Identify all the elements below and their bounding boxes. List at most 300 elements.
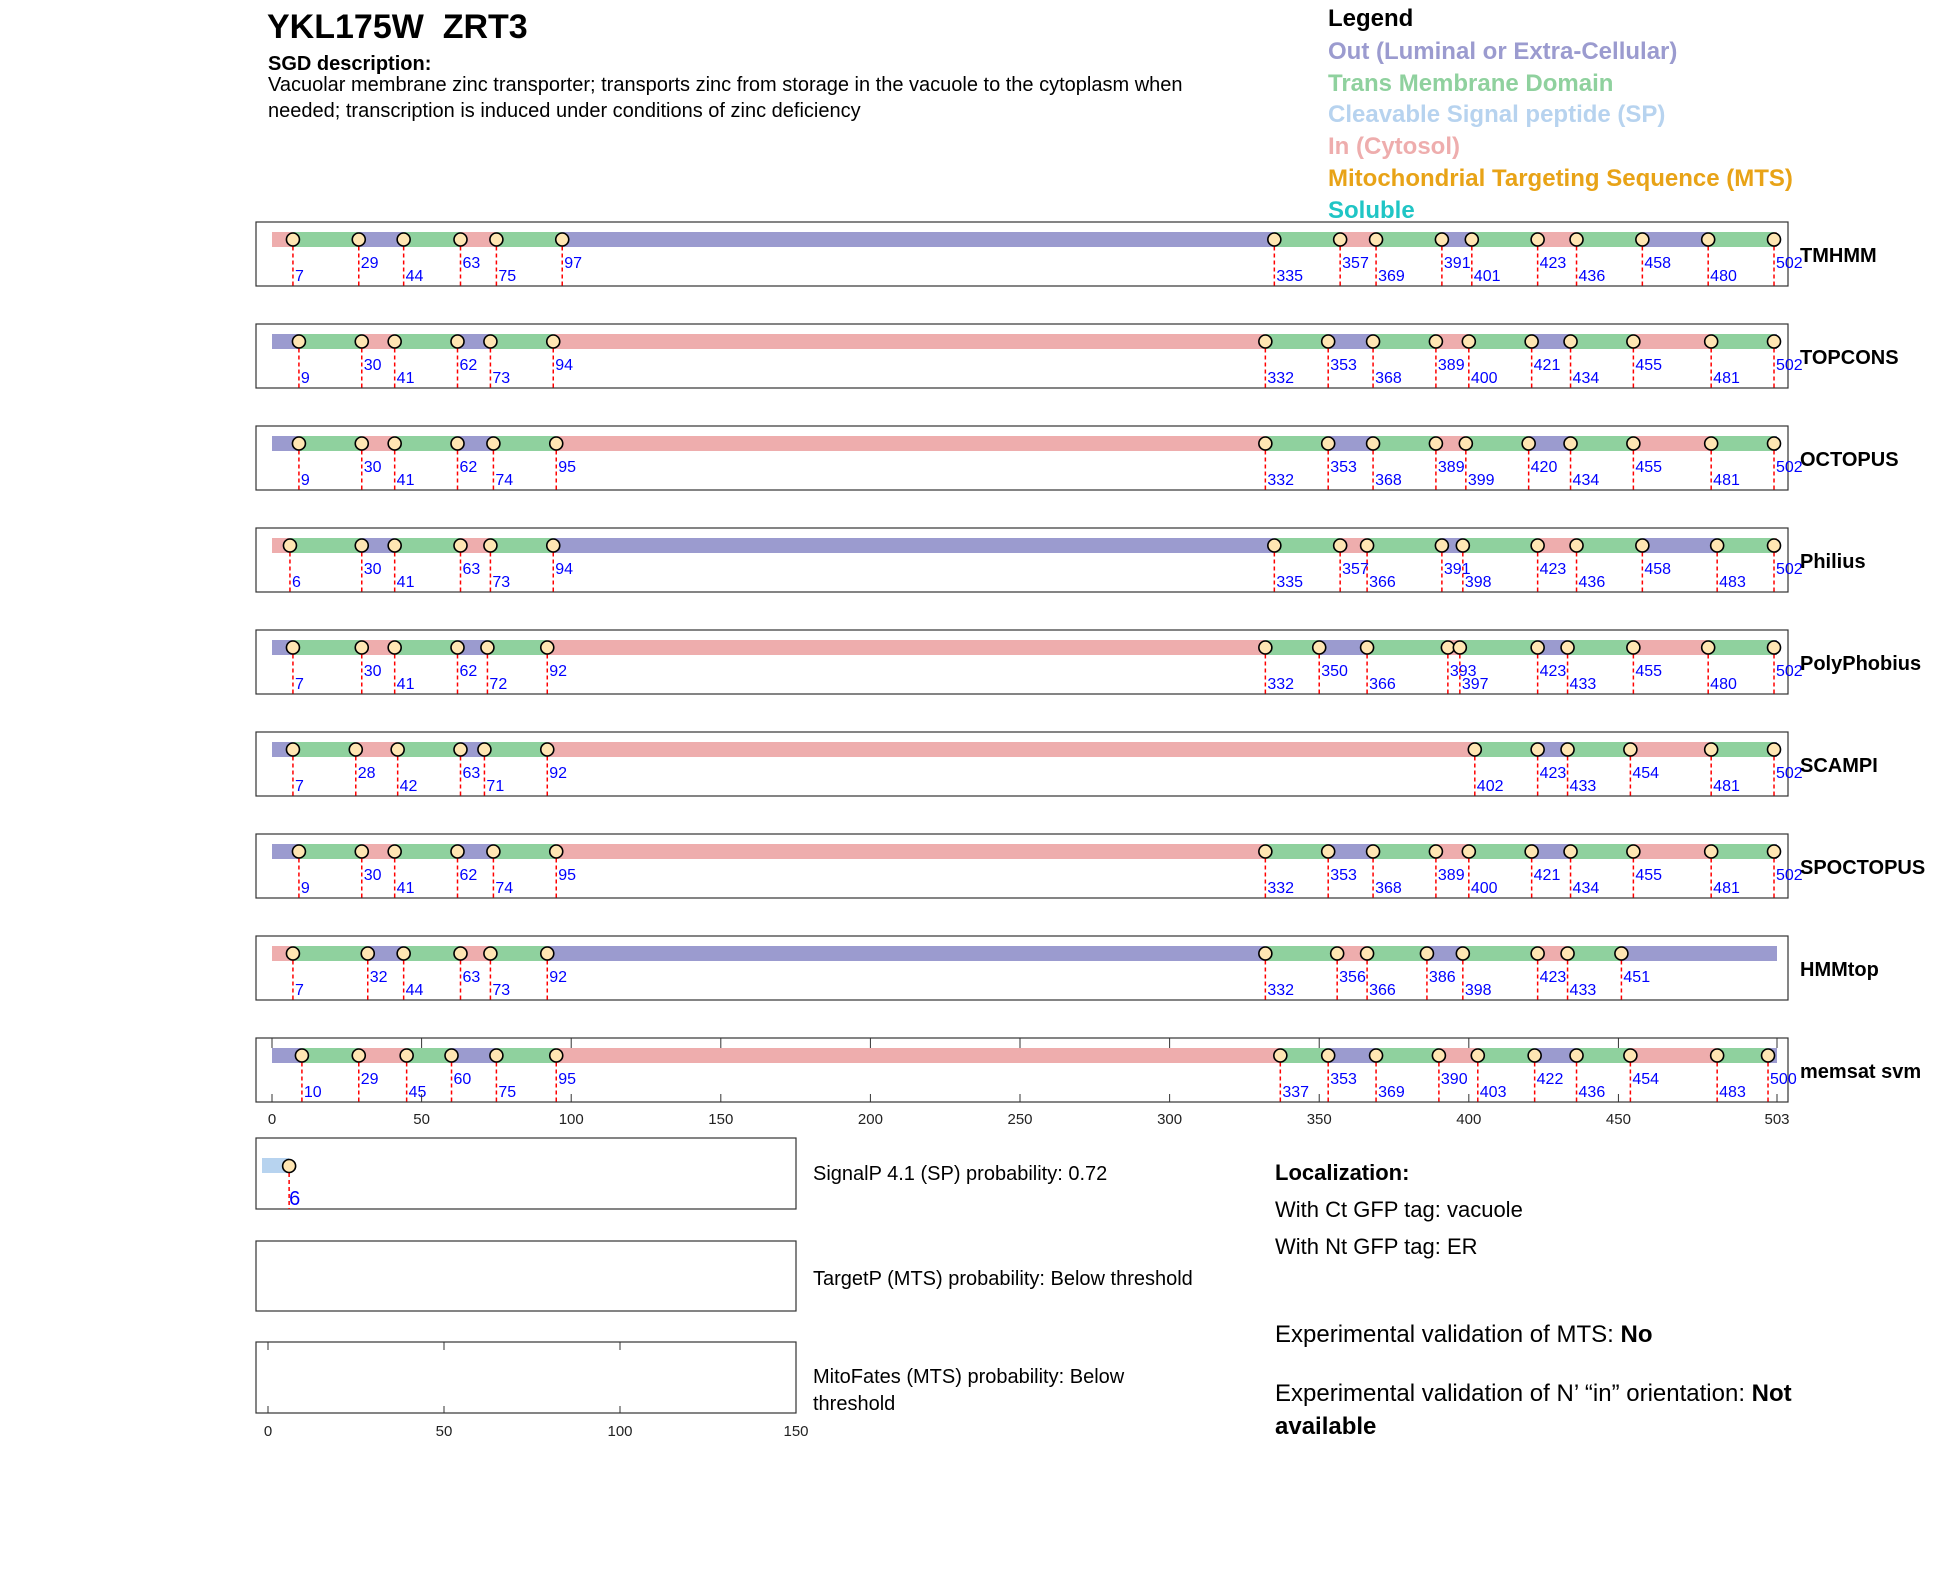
track-name: HMMtop xyxy=(1800,959,1879,981)
segment-tm xyxy=(395,844,458,859)
boundary-marker xyxy=(1334,539,1347,552)
boundary-label: 502 xyxy=(1776,561,1803,578)
boundary-label: 9 xyxy=(300,472,310,489)
segment-tm xyxy=(1478,1048,1535,1063)
boundary-marker xyxy=(1561,641,1574,654)
boundary-marker xyxy=(1768,335,1781,348)
boundary-label: 62 xyxy=(459,357,478,374)
track-spoctopus xyxy=(256,834,1925,898)
segment-in xyxy=(1633,640,1708,655)
segment-tm xyxy=(1571,844,1634,859)
boundary-marker xyxy=(1367,437,1380,450)
segment-tm xyxy=(490,946,547,961)
boundary-marker xyxy=(1624,1049,1637,1062)
segment-tm xyxy=(293,946,368,961)
boundary-marker xyxy=(1367,335,1380,348)
boundary-marker xyxy=(454,947,467,960)
small-x-tick-label: 150 xyxy=(783,1423,809,1440)
boundary-label: 74 xyxy=(495,880,514,897)
boundary-marker xyxy=(490,233,503,246)
boundary-label: 7 xyxy=(294,982,304,999)
segment-in xyxy=(547,640,1265,655)
boundary-marker xyxy=(547,539,560,552)
boundary-label: 95 xyxy=(558,459,577,476)
boundary-label: 92 xyxy=(549,765,568,782)
boundary-label: 368 xyxy=(1375,880,1402,897)
track-polyphobius xyxy=(256,630,1921,694)
boundary-label: 29 xyxy=(360,255,379,272)
boundary-marker xyxy=(1624,743,1637,756)
segment-tm xyxy=(290,538,362,553)
x-tick-label: 150 xyxy=(708,1111,734,1128)
boundary-marker xyxy=(1762,1049,1775,1062)
boundary-marker xyxy=(1259,335,1272,348)
track-frame xyxy=(256,834,1788,898)
segment-tm xyxy=(1717,1048,1768,1063)
boundary-label: 41 xyxy=(396,574,415,591)
segment-tm xyxy=(1469,844,1532,859)
boundary-marker xyxy=(1370,1049,1383,1062)
boundary-label: 386 xyxy=(1428,969,1456,986)
boundary-label: 433 xyxy=(1569,778,1597,795)
boundary-marker xyxy=(1468,743,1481,756)
segment-tm xyxy=(302,1048,359,1063)
boundary-label: 7 xyxy=(294,268,304,285)
boundary-marker xyxy=(1561,743,1574,756)
segment-tm xyxy=(1469,334,1532,349)
segment-tm xyxy=(1475,742,1538,757)
segment-tm xyxy=(1265,844,1328,859)
boundary-marker xyxy=(1564,335,1577,348)
boundary-marker xyxy=(1453,641,1466,654)
boundary-marker xyxy=(1615,947,1628,960)
boundary-label: 97 xyxy=(564,255,583,272)
boundary-label: 30 xyxy=(363,561,382,578)
boundary-label: 455 xyxy=(1635,663,1663,680)
segment-tm xyxy=(1265,946,1337,961)
boundary-marker xyxy=(1322,845,1335,858)
segment-tm xyxy=(1711,436,1774,451)
boundary-marker xyxy=(1432,1049,1445,1062)
segment-tm xyxy=(490,334,553,349)
segment-tm xyxy=(1568,742,1631,757)
boundary-marker xyxy=(1561,947,1574,960)
boundary-marker xyxy=(451,437,464,450)
segment-out xyxy=(547,946,1265,961)
boundary-marker xyxy=(1331,947,1344,960)
segment-out xyxy=(562,232,1274,247)
boundary-marker xyxy=(487,845,500,858)
boundary-label: 353 xyxy=(1330,357,1357,374)
segment-tm xyxy=(1367,538,1442,553)
boundary-label: 74 xyxy=(495,472,514,489)
boundary-label: 92 xyxy=(549,969,568,986)
boundary-label: 353 xyxy=(1330,459,1357,476)
localization-title: Localization: xyxy=(1275,1160,1410,1185)
boundary-label: 502 xyxy=(1776,663,1803,680)
boundary-label: 423 xyxy=(1539,255,1567,272)
boundary-label: 423 xyxy=(1539,663,1567,680)
boundary-label: 391 xyxy=(1443,255,1471,272)
boundary-marker xyxy=(1705,437,1718,450)
segment-tm xyxy=(398,742,461,757)
boundary-marker xyxy=(1531,641,1544,654)
boundary-label: 423 xyxy=(1539,969,1567,986)
boundary-marker xyxy=(1522,437,1535,450)
segment-tm xyxy=(395,640,458,655)
sgd-description-label: SGD description: xyxy=(268,53,432,75)
boundary-marker xyxy=(490,1049,503,1062)
boundary-label: 368 xyxy=(1375,472,1402,489)
boundary-label: 9 xyxy=(300,370,310,387)
signalp-marks xyxy=(262,1158,300,1210)
boundary-marker xyxy=(1705,845,1718,858)
boundary-marker xyxy=(349,743,362,756)
mitofates-label-line-2: threshold xyxy=(813,1393,896,1415)
boundary-label: 62 xyxy=(459,867,478,884)
boundary-marker xyxy=(1459,437,1472,450)
boundary-marker xyxy=(1361,539,1374,552)
boundary-marker xyxy=(352,1049,365,1062)
boundary-marker xyxy=(1768,437,1781,450)
boundary-label: 434 xyxy=(1572,472,1600,489)
boundary-marker xyxy=(1711,1049,1724,1062)
x-tick-label: 400 xyxy=(1456,1111,1482,1128)
boundary-marker xyxy=(283,539,296,552)
boundary-marker xyxy=(286,233,299,246)
boundary-label: 63 xyxy=(462,969,481,986)
segment-tm xyxy=(1717,538,1774,553)
signalp-panel xyxy=(256,1138,796,1209)
segment-tm xyxy=(1376,232,1442,247)
boundary-marker xyxy=(1361,947,1374,960)
small-x-tick-label: 50 xyxy=(435,1423,453,1440)
localization-block xyxy=(1275,1160,1792,1440)
orientation-validation-value-1: Not xyxy=(1751,1380,1792,1407)
legend xyxy=(1328,5,1793,224)
boundary-label: 454 xyxy=(1632,1071,1660,1088)
boundary-marker xyxy=(1564,845,1577,858)
boundary-marker xyxy=(1768,641,1781,654)
boundary-marker xyxy=(400,1049,413,1062)
boundary-marker xyxy=(1274,1049,1287,1062)
segment-in xyxy=(556,1048,1280,1063)
boundary-label: 455 xyxy=(1635,867,1663,884)
boundary-label: 94 xyxy=(555,561,574,578)
boundary-label: 403 xyxy=(1479,1084,1507,1101)
boundary-label: 332 xyxy=(1267,676,1295,693)
boundary-label: 436 xyxy=(1578,1084,1606,1101)
boundary-label: 62 xyxy=(459,663,478,680)
boundary-marker xyxy=(454,539,467,552)
boundary-marker xyxy=(1268,233,1281,246)
segment-tm xyxy=(1577,538,1643,553)
boundary-label: 30 xyxy=(363,357,382,374)
boundary-marker xyxy=(388,335,401,348)
segment-tm xyxy=(395,538,461,553)
boundary-label: 95 xyxy=(558,867,577,884)
boundary-label: 30 xyxy=(363,459,382,476)
boundary-marker xyxy=(391,743,404,756)
track-octopus xyxy=(256,426,1899,490)
legend-item-out: Out (Luminal or Extra-Cellular) xyxy=(1328,38,1678,65)
boundary-label: 389 xyxy=(1437,867,1465,884)
sgd-description-line-2: needed; transcription is induced under conditions of zinc deficiency xyxy=(268,100,861,122)
boundary-marker xyxy=(286,743,299,756)
boundary-marker xyxy=(1531,743,1544,756)
boundary-label: 421 xyxy=(1533,357,1561,374)
boundary-marker xyxy=(292,335,305,348)
segment-tm xyxy=(1571,436,1634,451)
boundary-marker xyxy=(355,335,368,348)
track-frame xyxy=(256,426,1788,490)
segment-tm xyxy=(1265,436,1328,451)
boundary-label: 502 xyxy=(1776,357,1803,374)
segment-tm xyxy=(1708,232,1774,247)
boundary-marker xyxy=(1564,437,1577,450)
boundary-label: 389 xyxy=(1437,357,1465,374)
boundary-label: 451 xyxy=(1623,969,1651,986)
boundary-marker xyxy=(484,539,497,552)
boundary-label: 483 xyxy=(1719,574,1746,591)
boundary-marker xyxy=(1528,1049,1541,1062)
track-hmmtop xyxy=(256,936,1879,1000)
boundary-label: 41 xyxy=(396,676,415,693)
track-name: TMHMM xyxy=(1800,245,1877,267)
boundary-label: 481 xyxy=(1713,880,1740,897)
segment-in xyxy=(547,742,1475,757)
segment-tm xyxy=(496,232,562,247)
boundary-marker xyxy=(388,539,401,552)
boundary-label: 393 xyxy=(1449,663,1477,680)
boundary-marker xyxy=(1334,233,1347,246)
segment-tm xyxy=(1463,946,1538,961)
boundary-label: 455 xyxy=(1635,357,1663,374)
boundary-marker xyxy=(481,641,494,654)
segment-tm xyxy=(493,436,556,451)
track-name: Philius xyxy=(1800,551,1866,573)
boundary-label: 357 xyxy=(1342,561,1369,578)
boundary-label: 436 xyxy=(1578,268,1606,285)
boundary-marker xyxy=(1462,845,1475,858)
boundary-marker xyxy=(1429,845,1442,858)
x-tick-label: 50 xyxy=(413,1111,430,1128)
segment-out xyxy=(1621,946,1777,961)
segment-tm xyxy=(404,232,461,247)
boundary-marker xyxy=(355,641,368,654)
boundary-marker xyxy=(1456,539,1469,552)
mts-validation-label: Experimental validation of MTS: xyxy=(1275,1321,1621,1348)
boundary-label: 402 xyxy=(1476,778,1504,795)
x-tick-label: 100 xyxy=(558,1111,584,1128)
boundary-marker xyxy=(1367,845,1380,858)
track-frame xyxy=(256,936,1788,1000)
boundary-label: 41 xyxy=(396,370,415,387)
segment-tm xyxy=(1466,436,1529,451)
boundary-marker xyxy=(454,233,467,246)
boundary-marker xyxy=(1370,233,1383,246)
boundary-marker xyxy=(1420,947,1433,960)
legend-item-tm: Trans Membrane Domain xyxy=(1328,70,1614,97)
boundary-label: 335 xyxy=(1276,574,1304,591)
localization-ct: With Ct GFP tag: vacuole xyxy=(1275,1197,1523,1222)
orientation-validation-value-2: available xyxy=(1275,1413,1377,1440)
track-name: TOPCONS xyxy=(1800,347,1899,369)
boundary-marker xyxy=(1435,539,1448,552)
small-x-tick-label: 0 xyxy=(263,1423,273,1440)
boundary-marker xyxy=(1435,233,1448,246)
boundary-label: 62 xyxy=(459,459,478,476)
track-name: PolyPhobius xyxy=(1800,653,1922,675)
boundary-label: 369 xyxy=(1378,1084,1405,1101)
boundary-marker xyxy=(1525,335,1538,348)
boundary-marker xyxy=(1768,743,1781,756)
boundary-label: 391 xyxy=(1443,561,1471,578)
boundary-marker xyxy=(541,743,554,756)
boundary-label: 63 xyxy=(462,255,481,272)
orientation-validation-label: Experimental validation of N’ “in” orientation: xyxy=(1275,1380,1752,1407)
boundary-label: 356 xyxy=(1339,969,1366,986)
track-tmhmm xyxy=(256,222,1877,286)
segment-tm xyxy=(404,946,461,961)
boundary-marker xyxy=(1259,641,1272,654)
x-tick-label: 503 xyxy=(1764,1111,1790,1128)
boundary-label: 455 xyxy=(1635,459,1663,476)
boundary-label: 399 xyxy=(1467,472,1495,489)
segment-tm xyxy=(1367,946,1427,961)
boundary-label: 75 xyxy=(498,1084,517,1101)
boundary-marker xyxy=(1525,845,1538,858)
boundary-label: 390 xyxy=(1440,1071,1468,1088)
boundary-marker xyxy=(1531,233,1544,246)
boundary-marker xyxy=(451,845,464,858)
segment-tm xyxy=(484,742,547,757)
boundary-label: 41 xyxy=(396,472,415,489)
segment-tm xyxy=(496,1048,556,1063)
segment-tm xyxy=(1571,334,1634,349)
boundary-marker xyxy=(1441,641,1454,654)
boundary-marker xyxy=(1322,335,1335,348)
boundary-marker xyxy=(1313,641,1326,654)
legend-item-soluble: Soluble xyxy=(1328,197,1415,224)
boundary-label: 398 xyxy=(1464,574,1492,591)
boundary-label: 335 xyxy=(1276,268,1304,285)
boundary-label: 500 xyxy=(1770,1071,1797,1088)
segment-tm xyxy=(1463,538,1538,553)
track-philius xyxy=(256,528,1866,592)
segment-tm xyxy=(1373,844,1436,859)
segment-tm xyxy=(1711,844,1774,859)
track-scampi xyxy=(256,732,1878,796)
boundary-label: 502 xyxy=(1776,867,1803,884)
segment-tm xyxy=(1367,640,1448,655)
segment-tm xyxy=(1265,640,1319,655)
boundary-label: 63 xyxy=(462,765,481,782)
boundary-label: 420 xyxy=(1530,459,1558,476)
boundary-marker xyxy=(397,233,410,246)
x-tick-label: 450 xyxy=(1605,1111,1631,1128)
boundary-marker xyxy=(1570,233,1583,246)
mitofates-label-line-1: MitoFates (MTS) probability: Below xyxy=(813,1366,1125,1388)
boundary-label: 480 xyxy=(1710,268,1737,285)
boundary-marker xyxy=(1702,233,1715,246)
boundary-label: 434 xyxy=(1572,880,1600,897)
boundary-marker xyxy=(1570,539,1583,552)
boundary-marker xyxy=(1627,845,1640,858)
segment-tm xyxy=(299,436,362,451)
boundary-label: 400 xyxy=(1470,880,1498,897)
boundary-label: 369 xyxy=(1378,268,1405,285)
boundary-label: 6 xyxy=(291,574,301,591)
segment-tm xyxy=(1460,640,1538,655)
boundary-marker xyxy=(1627,335,1640,348)
track-memsat-svm xyxy=(256,1038,1921,1128)
boundary-label: 350 xyxy=(1321,663,1348,680)
small-x-tick-label: 100 xyxy=(607,1423,633,1440)
boundary-label: 63 xyxy=(462,561,481,578)
boundary-label: 75 xyxy=(498,268,517,285)
boundary-label: 481 xyxy=(1713,370,1740,387)
boundary-marker xyxy=(1768,233,1781,246)
boundary-label: 332 xyxy=(1267,982,1295,999)
boundary-marker xyxy=(484,335,497,348)
mts-validation-value: No xyxy=(1620,1321,1653,1348)
boundary-label: 353 xyxy=(1330,867,1357,884)
boundary-label: 481 xyxy=(1713,472,1740,489)
boundary-label: 60 xyxy=(453,1071,472,1088)
segment-in xyxy=(1630,742,1711,757)
segment-tm xyxy=(490,538,553,553)
legend-item-in: In (Cytosol) xyxy=(1328,133,1460,160)
boundary-marker xyxy=(1259,845,1272,858)
small-x-axis xyxy=(264,1342,809,1440)
boundary-label: 366 xyxy=(1369,676,1396,693)
boundary-marker xyxy=(1259,947,1272,960)
boundary-marker xyxy=(451,335,464,348)
boundary-marker xyxy=(355,539,368,552)
segment-tm xyxy=(395,334,458,349)
segment-tm xyxy=(395,436,458,451)
segment-tm xyxy=(1373,334,1436,349)
boundary-marker xyxy=(388,845,401,858)
segment-tm xyxy=(1711,742,1774,757)
segment-tm xyxy=(1568,640,1634,655)
boundary-label: 398 xyxy=(1464,982,1492,999)
boundary-marker xyxy=(1268,539,1281,552)
boundary-label: 421 xyxy=(1533,867,1561,884)
boundary-marker xyxy=(1627,641,1640,654)
boundary-label: 28 xyxy=(357,765,376,782)
boundary-marker xyxy=(352,233,365,246)
boundary-label: 423 xyxy=(1539,561,1567,578)
signalp-cleavage-label: 6 xyxy=(289,1188,301,1210)
segment-tm xyxy=(1708,640,1774,655)
x-tick-label: 300 xyxy=(1157,1111,1183,1128)
boundary-label: 397 xyxy=(1461,676,1489,693)
boundary-label: 366 xyxy=(1369,982,1396,999)
legend-title: Legend xyxy=(1328,5,1414,32)
track-frame xyxy=(256,222,1788,286)
segment-tm xyxy=(299,334,362,349)
boundary-marker xyxy=(286,641,299,654)
segment-tm xyxy=(1577,1048,1631,1063)
boundary-label: 45 xyxy=(408,1084,427,1101)
track-name: OCTOPUS xyxy=(1800,449,1899,471)
boundary-label: 92 xyxy=(549,663,568,680)
boundary-marker xyxy=(547,335,560,348)
boundary-marker xyxy=(1322,437,1335,450)
boundary-label: 481 xyxy=(1713,778,1740,795)
